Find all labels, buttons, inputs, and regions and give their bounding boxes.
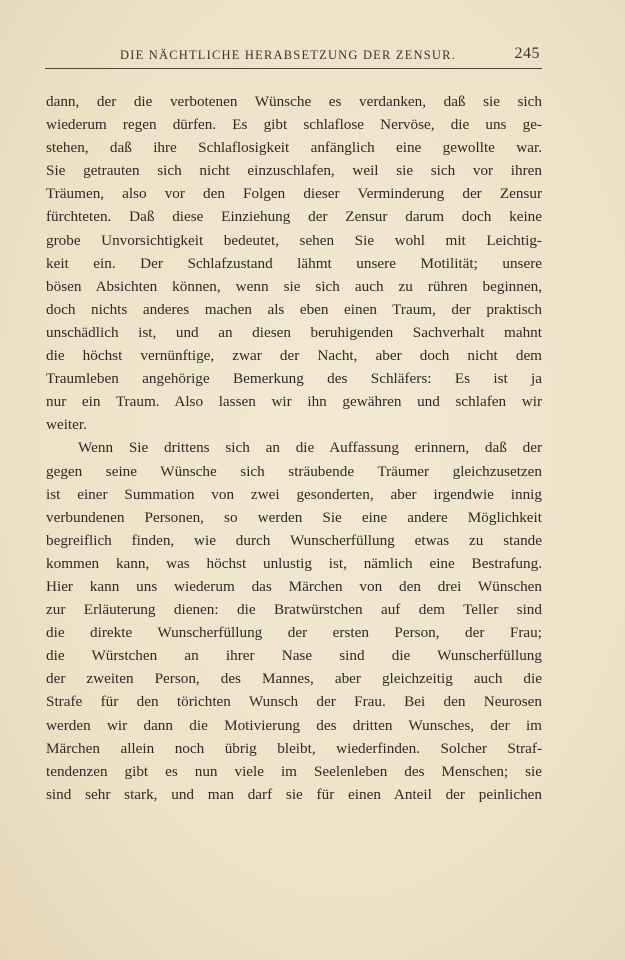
text-line: grobe Unvorsichtigkeit bedeutet, sehen Sie wohl mit Leichtig- bbox=[46, 231, 542, 249]
text-line: keit ein. Der Schlafzustand lähmt unsere Motilität; unsere bbox=[46, 254, 542, 272]
text-line: ist einer Summation von zwei gesonderten, aber irgendwie innig bbox=[46, 485, 542, 503]
text-line: doch nichts anderes machen als eben einen Traum, der praktisch bbox=[46, 300, 542, 318]
text-line: nur ein Traum. Also lassen wir ihn gewähren und schlafen wir bbox=[46, 393, 542, 411]
text-line: werden wir dann die Motivierung des dritten Wunsches, der im bbox=[46, 716, 542, 734]
text-line: der zweiten Person, des Mannes, aber gleichzeitig auch die bbox=[46, 670, 542, 688]
text-line: dann, der die verbotenen Wünsche es verdanken, daß sie sich bbox=[46, 93, 542, 110]
text-line: verbundenen Personen, so werden Sie eine andere Möglichkeit bbox=[46, 508, 542, 526]
text-line: wiederum regen dürfen. Es gibt schlaflose Nervöse, die uns ge- bbox=[46, 116, 542, 134]
text-line: die höchst vernünftige, zwar der Nacht, aber doch nicht dem bbox=[46, 347, 542, 365]
text-line: Sie getrauten sich nicht einzuschlafen, weil sie sich vor ihren bbox=[46, 162, 542, 180]
text-line: Märchen allein noch übrig bleibt, wiederfinden. Solcher Straf- bbox=[46, 739, 542, 757]
text-line: fürchteten. Daß diese Einziehung der Zensur darum doch keine bbox=[46, 208, 542, 226]
text-line: begreiflich finden, wie durch Wunscherfüllung etwas zu stande bbox=[46, 531, 542, 549]
text-line: Wenn Sie drittens sich an die Auffassung erinnern, daß der bbox=[78, 439, 542, 457]
text-line: stehen, daß ihre Schlaflosigkeit anfänglich eine gewollte war. bbox=[46, 139, 542, 157]
text-line: unschädlich ist, und an diesen beruhigenden Sachverhalt mahnt bbox=[46, 323, 542, 341]
text-line: zur Erläuterung dienen: die Bratwürstchen auf dem Teller sind bbox=[46, 601, 542, 619]
text-line: gegen seine Wünsche sich sträubende Träumer gleichzusetzen bbox=[46, 462, 542, 480]
header-rule bbox=[45, 68, 542, 69]
text-line: die Würstchen an ihrer Nase sind die Wunscherfüllung bbox=[46, 647, 542, 665]
page-number: 245 bbox=[514, 45, 540, 62]
text-line: tendenzen gibt es nun viele im Seelenleben des Menschen; sie bbox=[46, 762, 542, 780]
text-line: weiter. bbox=[46, 416, 87, 434]
text-line: bösen Absichten können, wenn sie sich auch zu rühren beginnen, bbox=[46, 277, 542, 295]
text-line: Traumleben angehörige Bemerkung des Schläfers: Es ist ja bbox=[46, 370, 542, 388]
running-title: DIE NÄCHTLICHE HERABSETZUNG DER ZENSUR. bbox=[120, 48, 457, 62]
text-line: kommen kann, was höchst unlustig ist, nämlich eine Bestrafung. bbox=[46, 554, 542, 572]
text-line: Strafe für den törichten Wunsch der Frau. Bei den Neurosen bbox=[46, 693, 542, 711]
text-line: sind sehr stark, und man darf sie für einen Anteil der peinlichen bbox=[46, 785, 542, 803]
text-line: Träumen, also vor den Folgen dieser Verminderung der Zensur bbox=[46, 185, 542, 203]
text-line: Hier kann uns wiederum das Märchen von den drei Wünschen bbox=[46, 577, 542, 595]
text-line: die direkte Wunscherfüllung der ersten Person, der Frau; bbox=[46, 624, 542, 642]
body-text bbox=[46, 90, 542, 806]
